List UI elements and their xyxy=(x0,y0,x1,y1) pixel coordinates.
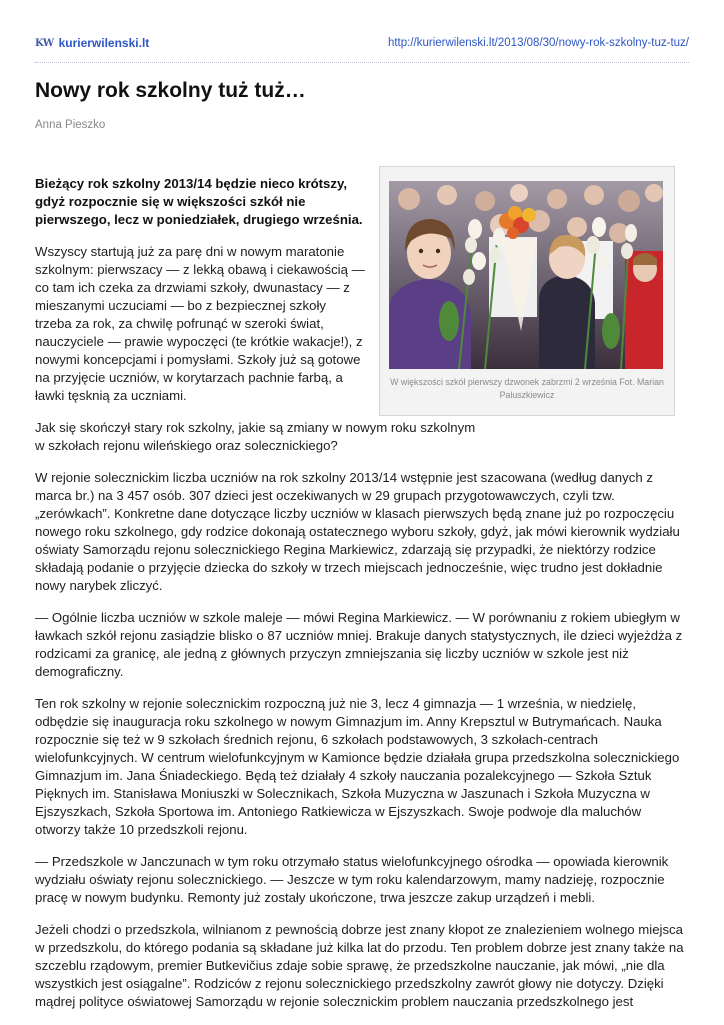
article-body xyxy=(35,175,689,1025)
paragraph-7: Jeżeli chodzi o przedszkola, wilnianom z pewnością dobrze jest znany kłopot ze znalezieniem wolnego miejsca w przedszkolu, do którego podania są składane już kilka lat do przodu. Ten problem dobrze jest znany także na szczeblu rządowym, premier Butkevičius zdaje sobie sprawę, że przedszkolne nauczanie, jak mówi, „nie dla wszystkich jest osiągalne”. Rodziców z rejonu solecznickiego przedszkolny zawrót głowy nie dotyczy. Dzięki mądrej polityce oświatowej Samorządu w rejonie solecznickim problem nauczania przedszkolnego jest xyxy=(35,922,684,1009)
article-title: Nowy rok szkolny tuż tuż… xyxy=(35,79,306,102)
page-header xyxy=(35,33,689,53)
paragraph-3: W rejonie solecznickim liczba uczniów na rok szkolny 2013/14 wstępnie jest szacowana (według danych z marca br.) na 3 457 osób. 307 dzieci jest oczekiwanych w 29 grupach przygotowawczych, czyli tzw. „zerówkach”. Konkretne dane dotyczące liczby uczniów w klasach pierwszych będą znane już po rozpoczęciu nowego roku szkolnego, gdy rodzice dokonają ostatecznego wyboru szkoły, gdyż, jak mówi kierownik wydziału oświaty Samorządu rejonu solecznickiego Regina Markiewicz, zdarzają się przypadki, że niektórzy rodzice składają podanie o przyjęcie dziecka do szkoły w trzech miejscach jednocześnie, więc trudno jest dokładnie nowy narybek zliczyć. xyxy=(35,470,680,593)
paragraph-6: — Przedszkole w Janczunach w tym roku otrzymało status wielofunkcyjnego ośrodka — opowiada kierownik wydziału oświaty rejonu solecznickiego. — Jeszcze w tym roku kalendarzowym, mamy nadzieję, rozpocznie pracę w nowym budynku. Remonty już zostały ukończone, trwa jeszcze zakup urządzeń i mebli. xyxy=(35,854,669,905)
site-logo-icon: KW xyxy=(35,37,54,49)
site-name-link[interactable]: kurierwilenski.lt xyxy=(58,36,150,50)
paragraph-4: — Ogólnie liczba uczniów w szkole maleje — mówi Regina Markiewicz. — W porównaniu z rokiem ubiegłym w ławkach szkół rejonu zasiądzie blisko o 87 uczniów mniej. Brakuje danych statystycznych, ile dzieci wyjeżdża z rodzicami za granicę, ale jedną z głównych przyczyn zmniejszania się liczby uczniów w szkole jest niż demograficzny. xyxy=(35,610,683,679)
lead-column xyxy=(35,175,365,405)
paragraph-5: Ten rok szkolny w rejonie solecznickim rozpoczną już nie 3, lecz 4 gimnazja — 1 września, w niedzielę, odbędzie się inauguracja roku szkolnego w nowym Gimnazjum im. Anny Krepsztul w Butrymańcach. Nauka rozpocznie się też w 9 szkołach średnich rejonu, 6 szkołach podstawowych, 3 szkołach-centrach wielofunkcyjnych. W centrum wielofunkcyjnym w Kamionce będzie działała grupa przedszkolna solecznickiego Gimnazjum im. Jana Śniadeckiego. Będą też działały 4 szkoły nauczania pozalekcyjnego — Szkoła Sztuk Pięknych im. Stanisława Moniuszki w Solecznikach, Szkoła Muzyczna w Jaszunach i Szkoła Muzyczna w Ejszyszkach, Szkoła Sportowa im. Antoniego Ratkiewicza w Ejszyszkach. Swoje podwoje dla maluchów otworzy także 10 przedszkoli rejonu. xyxy=(35,696,680,837)
header-divider xyxy=(35,62,689,63)
paragraph-2: Jak się skończył stary rok szkolny, jakie są zmiany w nowym roku szkolnym w szkołach rejonu wileńskiego oraz solecznickiego? xyxy=(35,420,476,453)
site-brand[interactable] xyxy=(35,36,149,50)
article-lead: Bieżący rok szkolny 2013/14 będzie nieco krótszy, gdyż rozpocznie się w większości szkół nie pierwszego, lecz w poniedziałek, drugiego września. xyxy=(35,176,363,227)
article-url-link[interactable]: http://kurierwilenski.lt/2013/08/30/nowy-rok-szkolny-tuz-tuz/ xyxy=(387,37,689,49)
article-author: Anna Pieszko xyxy=(35,119,106,131)
paragraph-1: Wszyscy startują już za parę dni w nowym maratonie szkolnym: pierwszacy — z lekką obawą i ciekawością — co tam ich czeka za drzwiami szkoły, dwunastacy — z mieszanymi uczuciami — bo z bezpiecznej szkoły trzeba za rok, za chwilę pofrunąć w szeroki świat, nauczyciele — prawie wypoczęci (te krótkie wakacje!), z nowymi koncepcjami i pomysłami. Szkoły już są gotowe na przyjęcie uczniów, w korytarzach pachnie farbą, a ławki tęsknią za uczniami. xyxy=(35,244,365,403)
photo-caption: W większości szkół pierwszy dzwonek zabrzmi 2 września Fot. Marian Paluszkiewicz xyxy=(390,377,664,400)
